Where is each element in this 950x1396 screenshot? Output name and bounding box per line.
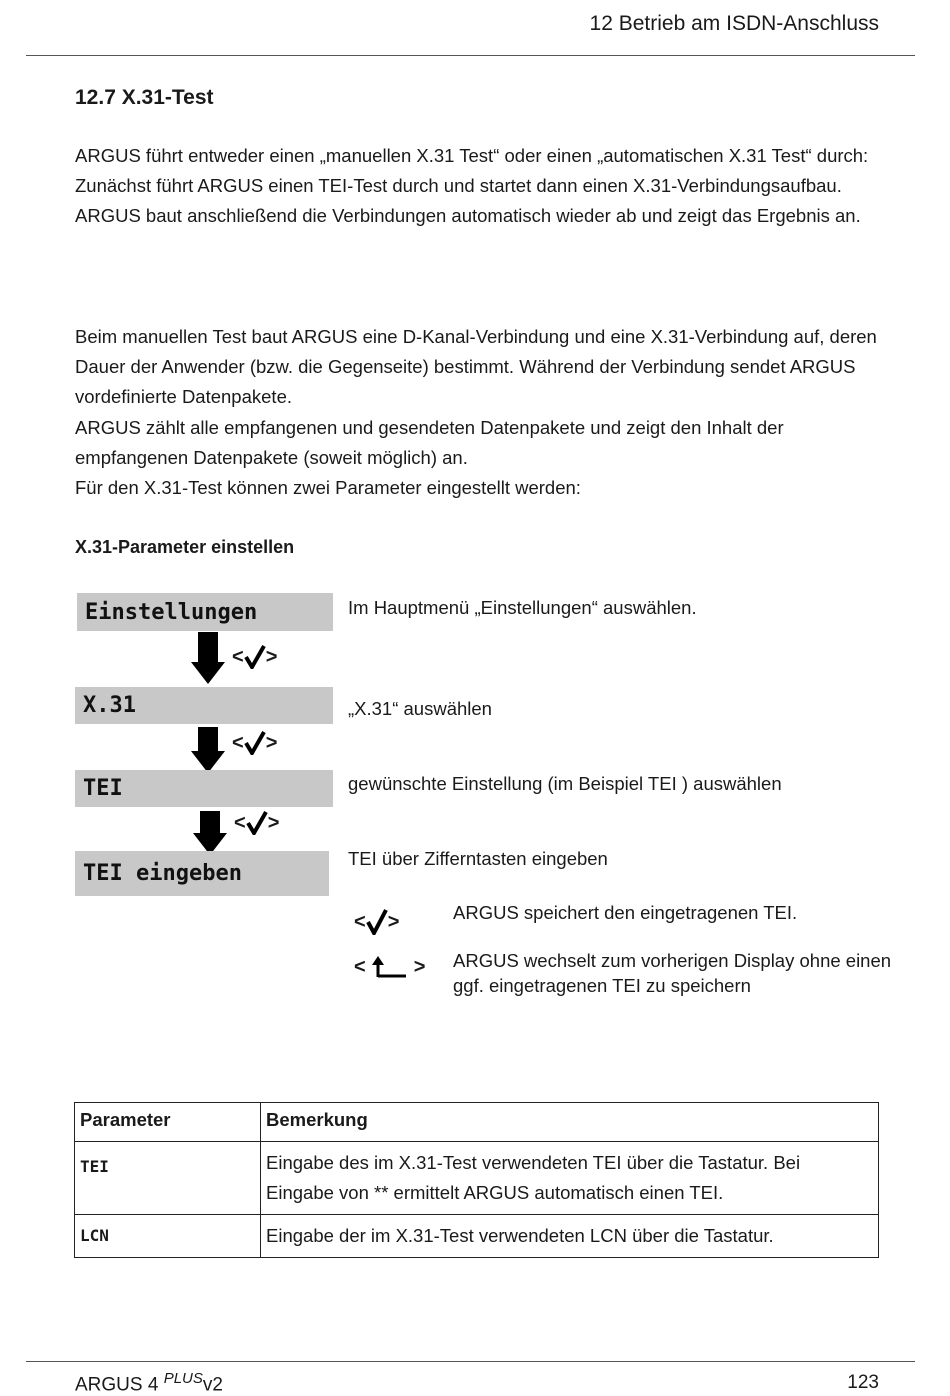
display-tei-eingeben: TEI eingeben — [75, 851, 329, 896]
manual-paragraph: ARGUS zählt alle empfangenen und gesendeten Datenpakete und zeigt den Inhalt der empfangenen Datenpakete (soweit möglich) an. — [75, 416, 784, 468]
confirm-key-icon: < > — [354, 910, 400, 933]
section-title: 12.7 X.31-Test — [75, 86, 214, 109]
step-text: TEI über Zifferntasten eingeben — [348, 848, 608, 869]
footer-rule — [26, 1361, 915, 1362]
confirm-key-icon: < > — [232, 731, 278, 754]
intro-paragraph: ARGUS führt entweder einen „manuellen X.31 Test“ oder einen „automatischen X.31 Test“ durch: — [75, 145, 869, 166]
parameter-table — [74, 1102, 879, 1258]
footer-product — [75, 1370, 223, 1396]
manual-paragraph: Für den X.31-Test können zwei Parameter eingestellt werden: — [75, 477, 581, 499]
step-text: Im Hauptmenü „Einstellungen“ auswählen. — [348, 597, 697, 618]
manual-test-text — [75, 322, 890, 503]
product-superscript: PLUS — [163, 1370, 203, 1387]
product-name: ARGUS 4 — [75, 1374, 159, 1396]
step-text: gewünschte Einstellung (im Beispiel TEI ) auswählen — [348, 773, 782, 794]
key-description: ARGUS wechselt zum vorherigen Display ohne einen ggf. eingetragenen TEI zu speichern — [453, 950, 892, 996]
down-arrow-icon — [191, 724, 225, 776]
intro-paragraph: Zunächst führt ARGUS einen TEI-Test durch und startet dann einen X.31-Verbindungsaufbau. ARGUS baut anschließend die Verbindungen automatisch wieder ab und zeigt das Ergebnis an. — [75, 175, 861, 227]
display-einstellungen: Einstellungen — [77, 593, 333, 631]
page-number: 123 — [847, 1372, 879, 1393]
confirm-key-icon: < > — [234, 811, 280, 834]
step-text: „X.31“ auswählen — [348, 698, 492, 719]
remark-cell: Eingabe der im X.31-Test verwendeten LCN über die Tastatur. — [261, 1215, 879, 1258]
display-x31: X.31 — [75, 687, 333, 724]
page-header-title: 12 Betrieb am ISDN-Anschluss — [589, 12, 879, 35]
remark-cell: Eingabe des im X.31-Test verwendeten TEI über die Tastatur. Bei Eingabe von ** ermittelt ARGUS automatisch einen TEI. — [261, 1142, 879, 1215]
subsection-title: X.31-Parameter einstellen — [75, 537, 295, 557]
product-suffix: v2 — [202, 1374, 223, 1396]
display-tei: TEI — [75, 770, 333, 807]
down-arrow-icon — [191, 632, 225, 684]
confirm-key-icon: < > — [232, 645, 278, 668]
param-cell: TEI — [75, 1142, 261, 1215]
key-description: ARGUS speichert den eingetragenen TEI. — [453, 902, 798, 923]
table-row — [75, 1142, 879, 1215]
manual-paragraph: Beim manuellen Test baut ARGUS eine D-Kanal-Verbindung und eine X.31-Verbindung auf, deren Dauer der Anwender (bzw. die Gegenseite) bestimmt. Während der Verbindung sendet ARGUS vordefinierte Datenpakete. — [75, 326, 877, 408]
return-key-icon: < > — [354, 955, 426, 978]
column-header: Parameter — [75, 1103, 261, 1142]
intro-text — [75, 141, 890, 232]
param-cell: LCN — [75, 1215, 261, 1258]
header-rule — [26, 55, 915, 56]
column-header: Bemerkung — [261, 1103, 879, 1142]
table-header-row — [75, 1103, 879, 1142]
table-row — [75, 1215, 879, 1258]
